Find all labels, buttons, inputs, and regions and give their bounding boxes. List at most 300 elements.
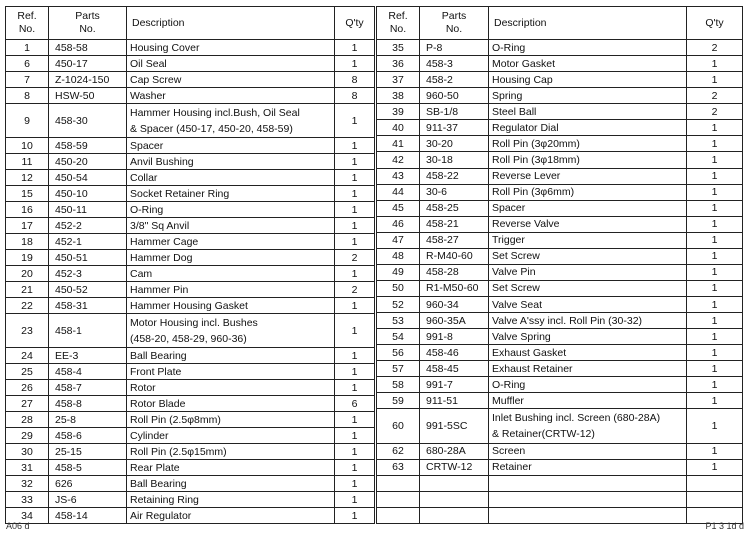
blank-cell (687, 491, 743, 507)
part-number-cell: 450-17 (49, 56, 127, 72)
part-number-cell: 450-52 (49, 282, 127, 298)
description-cell: O-Ring (127, 202, 335, 218)
table-row (6, 154, 375, 170)
qty-cell: 1 (687, 248, 743, 264)
qty-cell: 2 (687, 88, 743, 104)
qty-cell: 1 (335, 266, 375, 282)
description-cell: Exhaust Retainer (489, 361, 687, 377)
table-row (377, 56, 743, 72)
table-row (6, 380, 375, 396)
ref-cell: 38 (377, 88, 420, 104)
table-row (377, 313, 743, 329)
ref-cell: 36 (377, 56, 420, 72)
part-number-cell: 458-8 (49, 396, 127, 412)
ref-cell: 62 (377, 443, 420, 459)
qty-cell: 1 (687, 200, 743, 216)
ref-cell: 63 (377, 459, 420, 475)
part-number-cell: 960-50 (420, 88, 489, 104)
qty-cell: 1 (335, 314, 375, 348)
description-cell: Spacer (127, 138, 335, 154)
part-number-cell: P-8 (420, 40, 489, 56)
table-row (6, 492, 375, 508)
ref-cell: 30 (6, 444, 49, 460)
qty-cell: 1 (335, 40, 375, 56)
part-number-cell: 25-8 (49, 412, 127, 428)
description-cell: Retainer (489, 459, 687, 475)
qty-cell: 1 (335, 444, 375, 460)
part-number-cell: 458-5 (49, 460, 127, 476)
part-number-cell: 960-34 (420, 297, 489, 313)
table-row (6, 104, 375, 138)
description-cell: Collar (127, 170, 335, 186)
description-cell: Hammer Housing incl.Bush, Oil Seal & Spacer (450-17, 450-20, 458-59) (127, 104, 335, 138)
table-row (6, 266, 375, 282)
ref-cell: 50 (377, 280, 420, 296)
part-number-cell: 458-59 (49, 138, 127, 154)
ref-cell: 25 (6, 364, 49, 380)
table-row (377, 345, 743, 361)
table-row (377, 216, 743, 232)
qty-cell: 1 (335, 364, 375, 380)
table-row (377, 200, 743, 216)
part-number-cell: 458-14 (49, 508, 127, 524)
qty-cell: 8 (335, 88, 375, 104)
blank-cell (687, 475, 743, 491)
description-cell: Hammer Housing Gasket (127, 298, 335, 314)
ref-cell: 40 (377, 120, 420, 136)
description-cell: Socket Retainer Ring (127, 186, 335, 202)
table-row (6, 202, 375, 218)
qty-cell: 1 (687, 459, 743, 475)
description-cell: Oil Seal (127, 56, 335, 72)
table-row (377, 232, 743, 248)
parts-header: Parts No. (420, 7, 489, 40)
part-number-cell: 626 (49, 476, 127, 492)
qty-cell: 1 (335, 218, 375, 234)
description-cell: Set Screw (489, 248, 687, 264)
qty-cell: 2 (687, 104, 743, 120)
ref-cell: 46 (377, 216, 420, 232)
part-number-cell: 458-25 (420, 200, 489, 216)
table-row (377, 297, 743, 313)
ref-cell: 6 (6, 56, 49, 72)
parts-table-left (5, 6, 375, 524)
description-cell: Valve A'ssy incl. Roll Pin (30-32) (489, 313, 687, 329)
part-number-cell: 458-21 (420, 216, 489, 232)
description-cell: Roll Pin (2.5φ15mm) (127, 444, 335, 460)
part-number-cell: 450-54 (49, 170, 127, 186)
description-cell: Rotor Blade (127, 396, 335, 412)
qty-cell: 1 (687, 345, 743, 361)
description-cell: Hammer Dog (127, 250, 335, 266)
ref-cell: 7 (6, 72, 49, 88)
table-row (377, 459, 743, 475)
part-number-cell: 25-15 (49, 444, 127, 460)
ref-cell: 52 (377, 297, 420, 313)
qty-cell: 1 (687, 393, 743, 409)
qty-cell: 1 (335, 492, 375, 508)
table-row (6, 40, 375, 56)
ref-cell: 28 (6, 412, 49, 428)
part-number-cell: 991-7 (420, 377, 489, 393)
qty-cell: 6 (335, 396, 375, 412)
ref-cell: 8 (6, 88, 49, 104)
parts-table-right (376, 6, 743, 524)
ref-cell: 22 (6, 298, 49, 314)
part-number-cell: 450-20 (49, 154, 127, 170)
table-row (377, 136, 743, 152)
ref-cell: 49 (377, 264, 420, 280)
qty-cell: 1 (687, 377, 743, 393)
description-cell: Washer (127, 88, 335, 104)
table-row (6, 460, 375, 476)
description-cell: Roll Pin (3φ20mm) (489, 136, 687, 152)
ref-cell: 59 (377, 393, 420, 409)
header-row (377, 7, 743, 40)
table-row (377, 361, 743, 377)
part-number-cell: R1-M50-60 (420, 280, 489, 296)
ref-cell: 12 (6, 170, 49, 186)
qty-cell: 1 (335, 476, 375, 492)
blank-cell (489, 507, 687, 523)
qty-cell: 1 (335, 412, 375, 428)
part-number-cell: 450-51 (49, 250, 127, 266)
table-row (377, 152, 743, 168)
table-row (6, 138, 375, 154)
ref-cell: 56 (377, 345, 420, 361)
part-number-cell: 458-28 (420, 264, 489, 280)
description-cell: Ball Bearing (127, 476, 335, 492)
table-row (377, 184, 743, 200)
description-cell: Valve Spring (489, 329, 687, 345)
qty-cell: 1 (687, 409, 743, 443)
qty-cell: 1 (687, 443, 743, 459)
part-number-cell: 960-35A (420, 313, 489, 329)
table-row (6, 72, 375, 88)
part-number-cell: 450-11 (49, 202, 127, 218)
description-cell: Air Regulator (127, 508, 335, 524)
ref-cell: 32 (6, 476, 49, 492)
part-number-cell: 458-4 (49, 364, 127, 380)
qty-cell: 8 (335, 72, 375, 88)
description-cell: Steel Ball (489, 104, 687, 120)
ref-header: Ref. No. (377, 7, 420, 40)
table-row (6, 298, 375, 314)
qty-header: Q'ty (335, 7, 375, 40)
part-number-cell: Z-1024-150 (49, 72, 127, 88)
qty-cell: 1 (687, 56, 743, 72)
part-number-cell: 458-22 (420, 168, 489, 184)
qty-cell: 1 (687, 280, 743, 296)
qty-cell: 1 (687, 361, 743, 377)
part-number-cell: 458-58 (49, 40, 127, 56)
description-cell: Cap Screw (127, 72, 335, 88)
ref-cell: 19 (6, 250, 49, 266)
left-rows (6, 40, 375, 524)
part-number-cell: 452-3 (49, 266, 127, 282)
footer-left-text: A06 d (6, 521, 30, 531)
qty-cell: 1 (687, 232, 743, 248)
description-cell: Front Plate (127, 364, 335, 380)
table-row (6, 88, 375, 104)
blank-row (377, 475, 743, 491)
ref-cell: 58 (377, 377, 420, 393)
qty-cell: 1 (687, 264, 743, 280)
description-cell: Cam (127, 266, 335, 282)
part-number-cell: 458-45 (420, 361, 489, 377)
table-row (6, 412, 375, 428)
qty-cell: 1 (335, 56, 375, 72)
ref-cell: 54 (377, 329, 420, 345)
description-cell: 3/8" Sq Anvil (127, 218, 335, 234)
table-row (6, 348, 375, 364)
table-row (6, 186, 375, 202)
qty-cell: 1 (687, 120, 743, 136)
description-cell: Roll Pin (3φ18mm) (489, 152, 687, 168)
part-number-cell: 458-7 (49, 380, 127, 396)
qty-cell: 2 (687, 40, 743, 56)
ref-cell: 29 (6, 428, 49, 444)
description-cell: Valve Pin (489, 264, 687, 280)
table-row (377, 168, 743, 184)
blank-cell (420, 507, 489, 523)
ref-cell: 27 (6, 396, 49, 412)
ref-cell: 39 (377, 104, 420, 120)
qty-cell: 1 (687, 168, 743, 184)
qty-cell: 1 (687, 184, 743, 200)
qty-cell: 1 (335, 460, 375, 476)
ref-cell: 1 (6, 40, 49, 56)
description-cell: Anvil Bushing (127, 154, 335, 170)
part-number-cell: 458-1 (49, 314, 127, 348)
qty-cell: 1 (687, 313, 743, 329)
table-row (6, 218, 375, 234)
description-cell: Inlet Bushing incl. Screen (680-28A) & Retainer(CRTW-12) (489, 409, 687, 443)
part-number-cell: 991-8 (420, 329, 489, 345)
ref-cell: 41 (377, 136, 420, 152)
blank-cell (420, 475, 489, 491)
blank-cell (489, 491, 687, 507)
blank-row (377, 507, 743, 523)
ref-cell: 35 (377, 40, 420, 56)
ref-cell: 44 (377, 184, 420, 200)
qty-cell: 2 (335, 250, 375, 266)
qty-header: Q'ty (687, 7, 743, 40)
ref-cell: 42 (377, 152, 420, 168)
qty-cell: 1 (687, 152, 743, 168)
part-number-cell: 458-27 (420, 232, 489, 248)
qty-cell: 1 (335, 428, 375, 444)
ref-cell: 9 (6, 104, 49, 138)
part-number-cell: 450-10 (49, 186, 127, 202)
part-number-cell: 452-2 (49, 218, 127, 234)
table-row (377, 443, 743, 459)
description-cell: Muffler (489, 393, 687, 409)
description-cell: Reverse Valve (489, 216, 687, 232)
blank-cell (420, 491, 489, 507)
description-cell: Ball Bearing (127, 348, 335, 364)
table-row (6, 170, 375, 186)
table-row (6, 476, 375, 492)
ref-cell: 48 (377, 248, 420, 264)
part-number-cell: 458-31 (49, 298, 127, 314)
description-cell: Spring (489, 88, 687, 104)
qty-cell: 1 (335, 138, 375, 154)
part-number-cell: SB-1/8 (420, 104, 489, 120)
description-cell: Retaining Ring (127, 492, 335, 508)
part-number-cell: 30-18 (420, 152, 489, 168)
table-row (6, 234, 375, 250)
part-number-cell: 991-5SC (420, 409, 489, 443)
part-number-cell: HSW-50 (49, 88, 127, 104)
description-cell: O-Ring (489, 377, 687, 393)
part-number-cell: R-M40-60 (420, 248, 489, 264)
table-row (377, 104, 743, 120)
part-number-cell: 30-20 (420, 136, 489, 152)
ref-cell: 16 (6, 202, 49, 218)
table-row (6, 250, 375, 266)
description-cell: Housing Cap (489, 72, 687, 88)
part-number-cell: 911-37 (420, 120, 489, 136)
qty-cell: 1 (335, 154, 375, 170)
description-cell: Housing Cover (127, 40, 335, 56)
right-rows (377, 40, 743, 524)
ref-cell: 43 (377, 168, 420, 184)
qty-cell: 1 (687, 329, 743, 345)
qty-cell: 1 (335, 298, 375, 314)
part-number-cell: 30-6 (420, 184, 489, 200)
part-number-cell: 458-6 (49, 428, 127, 444)
part-number-cell: 458-30 (49, 104, 127, 138)
blank-cell (377, 475, 420, 491)
table-row (377, 72, 743, 88)
table-row (6, 314, 375, 348)
table-row (6, 428, 375, 444)
blank-cell (489, 475, 687, 491)
qty-cell: 1 (687, 136, 743, 152)
table-row (377, 280, 743, 296)
ref-cell: 18 (6, 234, 49, 250)
description-cell: Spacer (489, 200, 687, 216)
description-header: Description (127, 7, 335, 40)
description-cell: Motor Housing incl. Bushes (458-20, 458-29, 960-36) (127, 314, 335, 348)
qty-cell: 1 (335, 380, 375, 396)
table-row (377, 393, 743, 409)
blank-cell (377, 507, 420, 523)
description-header: Description (489, 7, 687, 40)
description-cell: Motor Gasket (489, 56, 687, 72)
description-cell: O-Ring (489, 40, 687, 56)
ref-cell: 11 (6, 154, 49, 170)
qty-cell: 2 (335, 282, 375, 298)
ref-cell: 10 (6, 138, 49, 154)
ref-cell: 37 (377, 72, 420, 88)
part-number-cell: 452-1 (49, 234, 127, 250)
table-row (6, 396, 375, 412)
ref-header: Ref. No. (6, 7, 49, 40)
part-number-cell: 911-51 (420, 393, 489, 409)
qty-cell: 1 (335, 348, 375, 364)
ref-cell: 15 (6, 186, 49, 202)
table-row (377, 377, 743, 393)
table-row (377, 409, 743, 443)
part-number-cell: 458-2 (420, 72, 489, 88)
ref-cell: 20 (6, 266, 49, 282)
table-row (377, 40, 743, 56)
qty-cell: 1 (687, 216, 743, 232)
description-cell: Regulator Dial (489, 120, 687, 136)
description-cell: Roll Pin (2.5φ8mm) (127, 412, 335, 428)
ref-cell: 31 (6, 460, 49, 476)
ref-cell: 33 (6, 492, 49, 508)
ref-cell: 17 (6, 218, 49, 234)
table-row (6, 282, 375, 298)
description-cell: Hammer Cage (127, 234, 335, 250)
ref-cell: 47 (377, 232, 420, 248)
table-row (6, 364, 375, 380)
description-cell: Exhaust Gasket (489, 345, 687, 361)
description-cell: Set Screw (489, 280, 687, 296)
description-cell: Valve Seat (489, 297, 687, 313)
description-cell: Reverse Lever (489, 168, 687, 184)
description-cell: Roll Pin (3φ6mm) (489, 184, 687, 200)
description-cell: Rotor (127, 380, 335, 396)
table-row (6, 508, 375, 524)
description-cell: Screen (489, 443, 687, 459)
parts-tables (5, 6, 743, 524)
part-number-cell: EE-3 (49, 348, 127, 364)
description-cell: Hammer Pin (127, 282, 335, 298)
ref-cell: 21 (6, 282, 49, 298)
qty-cell: 1 (335, 234, 375, 250)
qty-cell: 1 (335, 202, 375, 218)
table-row (377, 264, 743, 280)
qty-cell: 1 (335, 170, 375, 186)
qty-cell: 1 (687, 297, 743, 313)
table-row (377, 88, 743, 104)
table-row (377, 329, 743, 345)
part-number-cell: JS-6 (49, 492, 127, 508)
parts-header: Parts No. (49, 7, 127, 40)
ref-cell: 24 (6, 348, 49, 364)
ref-cell: 53 (377, 313, 420, 329)
footer-right-text: P1 3 1d d (705, 521, 744, 531)
qty-cell: 1 (335, 186, 375, 202)
blank-row (377, 491, 743, 507)
qty-cell: 1 (335, 104, 375, 138)
table-row (6, 444, 375, 460)
qty-cell: 1 (335, 508, 375, 524)
table-row (6, 56, 375, 72)
part-number-cell: 458-3 (420, 56, 489, 72)
blank-cell (377, 491, 420, 507)
description-cell: Cylinder (127, 428, 335, 444)
description-cell: Rear Plate (127, 460, 335, 476)
header-row (6, 7, 375, 40)
part-number-cell: CRTW-12 (420, 459, 489, 475)
ref-cell: 34 (6, 508, 49, 524)
part-number-cell: 680-28A (420, 443, 489, 459)
description-cell: Trigger (489, 232, 687, 248)
ref-cell: 60 (377, 409, 420, 443)
table-row (377, 248, 743, 264)
part-number-cell: 458-46 (420, 345, 489, 361)
qty-cell: 1 (687, 72, 743, 88)
ref-cell: 57 (377, 361, 420, 377)
ref-cell: 45 (377, 200, 420, 216)
ref-cell: 26 (6, 380, 49, 396)
table-row (377, 120, 743, 136)
